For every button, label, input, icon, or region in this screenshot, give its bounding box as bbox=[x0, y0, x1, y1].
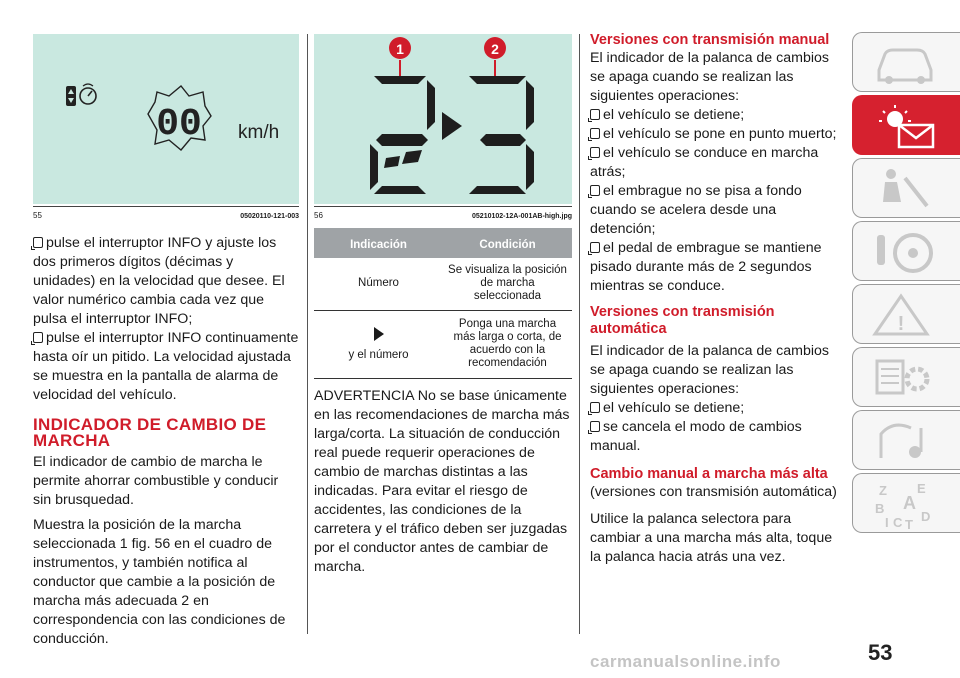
speed-unit: km/h bbox=[238, 122, 280, 143]
checkbox-bullet-icon bbox=[33, 332, 43, 343]
list-item: el pedal de embrague se mantiene pisado durante más de 2 segundos mientras se conduce. bbox=[590, 240, 822, 294]
speed-digits: 00 bbox=[156, 103, 202, 146]
tab-warning-lights[interactable] bbox=[852, 95, 960, 155]
column-header: Indicación bbox=[314, 228, 443, 258]
list-item: el vehículo se conduce en marcha atrás; bbox=[590, 145, 819, 180]
svg-text:E: E bbox=[917, 481, 926, 496]
svg-text:B: B bbox=[875, 501, 885, 516]
table-row bbox=[314, 258, 572, 310]
checkbox-bullet-icon bbox=[590, 109, 600, 120]
column-3 bbox=[590, 32, 840, 567]
table-cell: y el número bbox=[314, 310, 443, 378]
watermark: carmanualsonline.info bbox=[590, 652, 781, 671]
svg-text:A: A bbox=[903, 493, 916, 513]
checkbox-bullet-icon bbox=[590, 147, 600, 158]
column-1 bbox=[33, 34, 299, 649]
column-divider bbox=[307, 34, 308, 634]
service-gear-icon bbox=[871, 355, 941, 401]
section-heading: INDICADOR DE CAMBIO DE MARCHA bbox=[33, 415, 267, 450]
paragraph: El indicador de la palanca de cambios se apaga cuando se realizan las siguientes operaciones: bbox=[590, 50, 829, 104]
speed-display-illustration bbox=[33, 34, 299, 204]
paragraph: El indicador de cambio de marcha le permite ahorrar combustible y conducir sin brusquedad. bbox=[33, 454, 279, 508]
alphabet-index-icon bbox=[871, 481, 941, 531]
column-divider bbox=[579, 34, 580, 634]
car-icon bbox=[871, 40, 941, 86]
svg-text:!: ! bbox=[897, 313, 905, 335]
digit-two bbox=[370, 76, 435, 194]
figure-number: 55 bbox=[33, 211, 42, 220]
figure-56-caption bbox=[314, 206, 572, 220]
list-item: el vehículo se detiene; bbox=[590, 106, 840, 125]
list-item: pulse el interruptor INFO y ajuste los dos primeros dígitos (décimas y unidades) en la velocidad que desee. El valor numérico cambia cada vez que pulsa el interruptor INFO; bbox=[33, 235, 285, 327]
chapter-tabs bbox=[852, 32, 960, 536]
tab-car[interactable] bbox=[852, 32, 960, 92]
figure-55-caption bbox=[33, 206, 299, 220]
paragraph: Muestra la posición de la marcha seleccionada 1 fig. 56 en el cuadro de instrumentos, y también notifica al conductor que cambie a la posición de marcha más adecuada 2 en correspondencia con las condiciones de conducción. bbox=[33, 517, 286, 647]
svg-text:T: T bbox=[905, 517, 913, 531]
svg-text:C: C bbox=[893, 515, 903, 530]
figure-number: 56 bbox=[314, 211, 323, 220]
speed-alarm-icon bbox=[66, 84, 96, 106]
svg-text:2: 2 bbox=[491, 41, 499, 57]
tab-starting[interactable] bbox=[852, 221, 960, 281]
list-item: el embrague no se pisa a fondo cuando se acelera desde una detención; bbox=[590, 183, 802, 237]
subheading-manual: Versiones con transmisión manual bbox=[590, 32, 830, 48]
checkbox-bullet-icon bbox=[33, 237, 43, 248]
table-cell: Número bbox=[314, 258, 443, 310]
svg-text:1: 1 bbox=[396, 41, 404, 57]
list-item: el vehículo se pone en punto muerto; bbox=[590, 125, 840, 144]
svg-text:Z: Z bbox=[879, 483, 887, 498]
play-arrow-icon bbox=[374, 327, 384, 341]
subheading-upshift: Cambio manual a marcha más alta bbox=[590, 466, 828, 482]
seat-airbag-icon bbox=[871, 166, 941, 212]
table-row bbox=[314, 310, 572, 378]
gear-indicator-figure bbox=[314, 34, 572, 204]
speed-alarm-steps bbox=[33, 234, 299, 405]
arrow-right-icon bbox=[442, 112, 462, 140]
table-cell: Se visualiza la posición de marcha seleccionada bbox=[443, 258, 572, 310]
checkbox-bullet-icon bbox=[590, 185, 600, 196]
tab-index[interactable] bbox=[852, 473, 960, 533]
warning-paragraph: ADVERTENCIA No se base únicamente en las recomendaciones de marcha más larga/corta. La situación de conducción real puede requerir operaciones de cambio de marchas distintas a las indicadas. Para evitar el riesgo de accidentes, las condiciones de la carretera y el tráfico deben ser juzgadas por el conductor antes de cambiar de marcha. bbox=[314, 387, 570, 575]
checkbox-bullet-icon bbox=[590, 421, 600, 432]
gear-indicator-table bbox=[314, 228, 572, 379]
subheading-automatic: Versiones con transmisión automática bbox=[590, 304, 775, 337]
warning-light-icon bbox=[871, 103, 941, 149]
figure-code: 05210102-12A-001AB-high.jpg bbox=[472, 213, 572, 220]
figure-code: 05020110-121-003 bbox=[240, 213, 299, 220]
tab-multimedia[interactable] bbox=[852, 410, 960, 470]
list-item: se cancela el modo de cambios manual. bbox=[590, 419, 802, 454]
steering-key-icon bbox=[871, 229, 941, 275]
table-header-row bbox=[314, 228, 572, 258]
tab-emergency[interactable] bbox=[852, 284, 960, 344]
tab-safety[interactable] bbox=[852, 158, 960, 218]
list-item: pulse el interruptor INFO continuamente hasta oír un pitido. La velocidad ajustada se muestra en la pantalla de alarma de velocidad del vehículo. bbox=[33, 330, 299, 403]
column-2 bbox=[314, 34, 572, 577]
paragraph-note: (versiones con transmisión automática) bbox=[590, 484, 837, 500]
table-cell: Ponga una marcha más larga o corta, de acuerdo con la recomendación bbox=[443, 310, 572, 378]
column-header: Condición bbox=[443, 228, 572, 258]
checkbox-bullet-icon bbox=[590, 242, 600, 253]
checkbox-bullet-icon bbox=[590, 128, 600, 139]
paragraph: El indicador de la palanca de cambios se apaga cuando se realizan las siguientes operaciones: bbox=[590, 343, 829, 397]
checkbox-bullet-icon bbox=[590, 402, 600, 413]
list-item: el vehículo se detiene; bbox=[590, 399, 840, 418]
svg-text:D: D bbox=[921, 509, 931, 524]
speed-alarm-figure bbox=[33, 34, 299, 204]
tab-maintenance[interactable] bbox=[852, 347, 960, 407]
road-warning-icon bbox=[871, 292, 941, 338]
svg-text:I: I bbox=[885, 515, 889, 530]
music-icon bbox=[871, 418, 941, 464]
paragraph: Utilice la palanca selectora para cambiar a una marcha más alta, toque la palanca hacia atrás una vez. bbox=[590, 511, 833, 565]
gear-display-illustration bbox=[314, 34, 572, 204]
page-number: 53 bbox=[868, 640, 893, 665]
digit-three bbox=[469, 76, 534, 194]
